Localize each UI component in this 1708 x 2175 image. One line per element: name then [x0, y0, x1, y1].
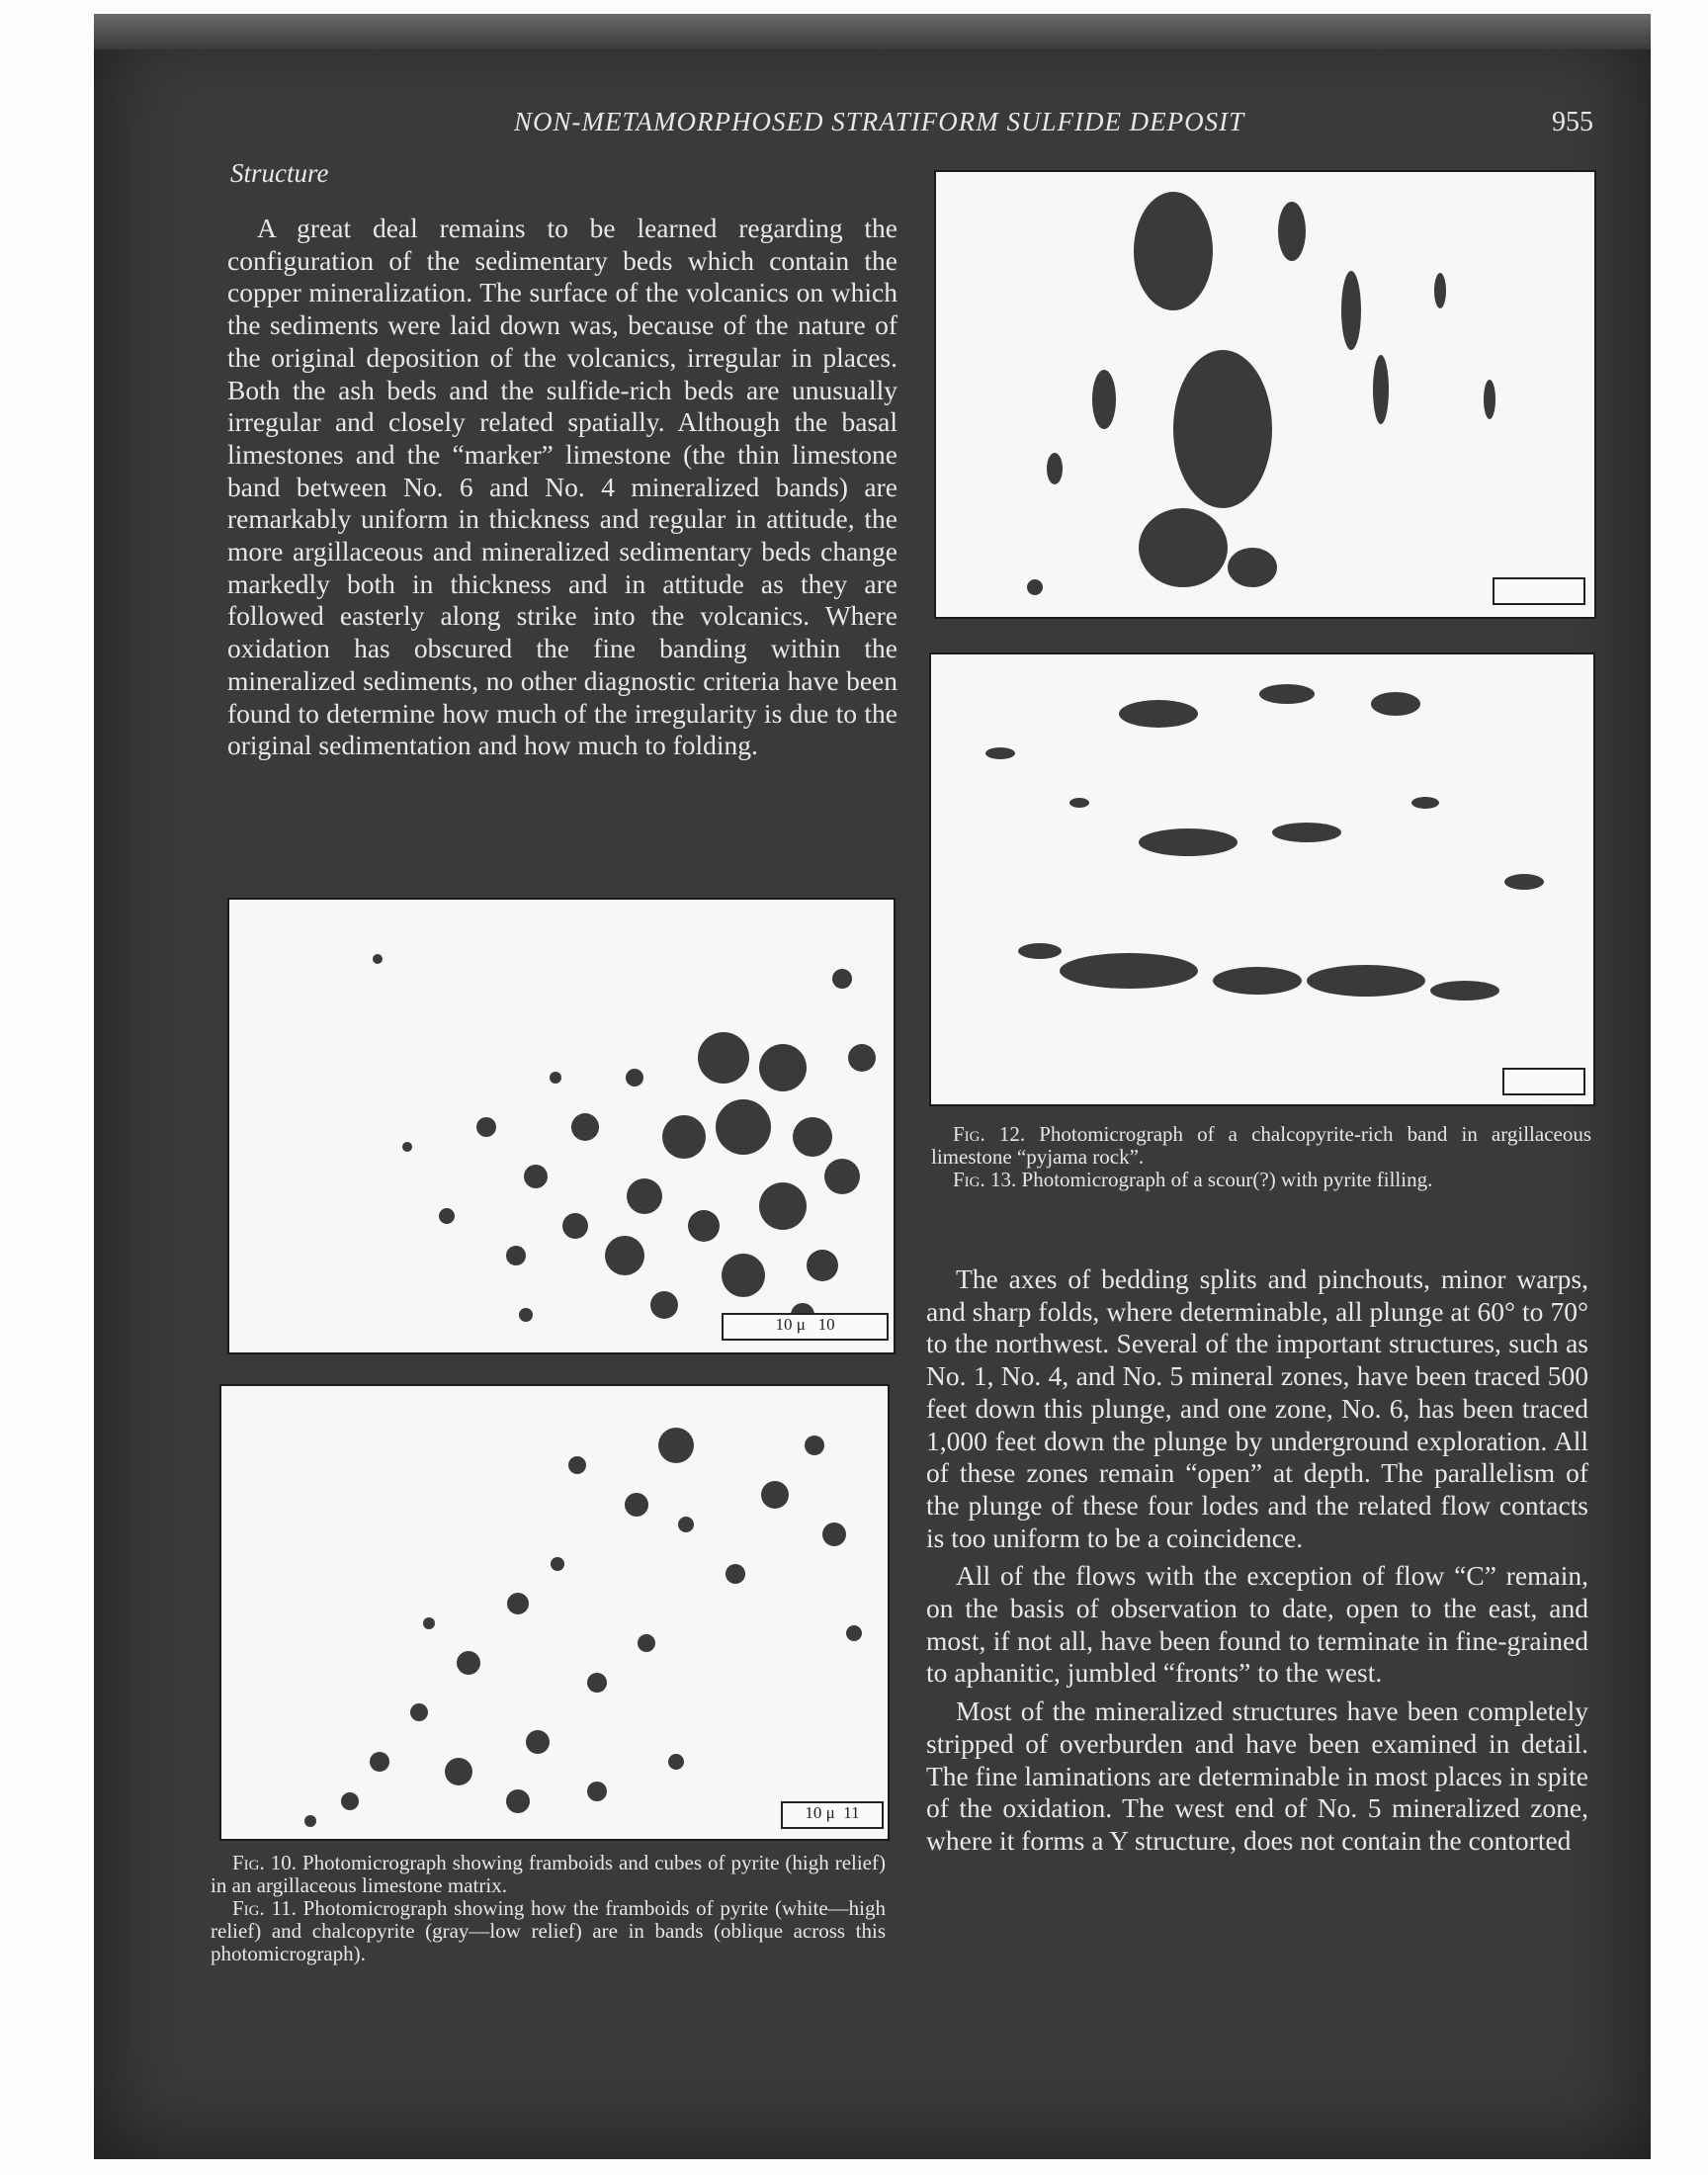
scale-label: 10 μ: [775, 1315, 806, 1334]
pyrite-filling: [985, 684, 1544, 1000]
left-figure-captions: [211, 1852, 886, 1965]
caption-text: Photomicrograph showing how the framboids of pyrite (white—high relief) and chalcopyrite (gray—low relief) are in bands (oblique across this photomicrograph).: [211, 1896, 887, 1965]
section-heading: Structure: [230, 158, 329, 188]
caption-label: Fig. 13.: [953, 1168, 1017, 1191]
figure-number-label: 10: [817, 1315, 835, 1334]
scour-texture: [931, 654, 1593, 1104]
right-figure-captions: [931, 1123, 1591, 1191]
caption-fig-12: [931, 1123, 1591, 1169]
figure-12-scalebar: [1493, 577, 1585, 605]
caption-fig-11: [211, 1897, 886, 1965]
caption-fig-10: [211, 1852, 886, 1897]
page-number: 955: [1552, 107, 1593, 137]
figure-13-scalebar: [1502, 1068, 1585, 1095]
left-column-text: [227, 213, 897, 762]
banded-texture: [221, 1386, 888, 1839]
chalcopyrite-band-texture: [936, 172, 1594, 617]
paragraph: Most of the mineralized structures have been completely stripped of overburden and have been examined in detail. The fine laminations are determinable in most places in spite of the oxidation. The west end of No. 5 mineralized zone, where it forms a Y structure, does not contain the contorted: [926, 1696, 1588, 1856]
caption-label: Fig. 10.: [232, 1851, 297, 1874]
figure-12-photomicrograph: [934, 170, 1596, 619]
figure-11-scalebar: [781, 1801, 884, 1829]
right-column-text: [926, 1263, 1588, 1858]
scale-label: 10 μ: [805, 1803, 835, 1822]
pyrite-bands: [304, 1428, 862, 1827]
framboid-blobs: [373, 954, 876, 1327]
paragraph: The axes of bedding splits and pinchouts, minor warps, and sharp folds, where determinable, all plunge at 60° to 70° to the northwest. Several of the important structures, such as No. 1, No. 4, and No. 5 mineral zones, have been traced 500 feet down this plunge, and one zone, No. 6, has been traced 1,000 feet down the plunge by underground exploration. All of these zones remain “open” at depth. The parallelism of the plunge of these four lodes and the related flow contacts is too uniform to be a coincidence.: [926, 1263, 1588, 1553]
figure-10-photomicrograph: [227, 898, 896, 1354]
figure-13-photomicrograph: [929, 652, 1595, 1106]
vertical-mineral-streaks: [1027, 192, 1495, 595]
caption-text: Photomicrograph of a chalcopyrite-rich band in argillaceous limestone “pyjama rock”.: [931, 1122, 1592, 1169]
paragraph: All of the flows with the exception of flow “C” remain, on the basis of observation to date, open to the east, and most, if not all, have been found to terminate in fine-grained to aphanitic, jumbled “fronts” to the west.: [926, 1560, 1588, 1689]
running-title: NON-METAMORPHOSED STRATIFORM SULFIDE DEPOSIT: [514, 107, 1245, 136]
figure-10-scalebar: [722, 1313, 889, 1341]
caption-fig-13: [931, 1169, 1591, 1191]
caption-text: Photomicrograph of a scour(?) with pyrite filling.: [1021, 1168, 1433, 1191]
caption-label: Fig. 11.: [232, 1896, 297, 1920]
figure-number-label: 11: [843, 1803, 860, 1822]
caption-label: Fig. 12.: [953, 1122, 1026, 1146]
paragraph: A great deal remains to be learned regarding the configuration of the sedimentary beds which contain the copper mineralization. The surface of the volcanics on which the sediments were laid down was, because of the nature of the original deposition of the volcanics, irregular in places. Both the ash beds and the sulfide-rich beds are unusually irregular and closely related spatially. Although the basal limestones and the “marker” limestone (the thin limestone band between No. 6 and No. 4 mineralized bands) are remarkably uniform in thickness and regular in attitude, the more argillaceous and mineralized sedimentary beds change markedly both in thickness and in attitude as they are followed easterly along strike into the volcanics. Where oxidation has obscured the fine banding within the mineralized sediments, no other diagnostic criteria have been found to determine how much of the irregularity is due to the original sedimentation and how much to folding.: [227, 213, 897, 761]
framboid-texture: [229, 900, 894, 1352]
figure-11-photomicrograph: [219, 1384, 890, 1841]
caption-text: Photomicrograph showing framboids and cubes of pyrite (high relief) in an argillaceous limestone matrix.: [211, 1851, 886, 1897]
